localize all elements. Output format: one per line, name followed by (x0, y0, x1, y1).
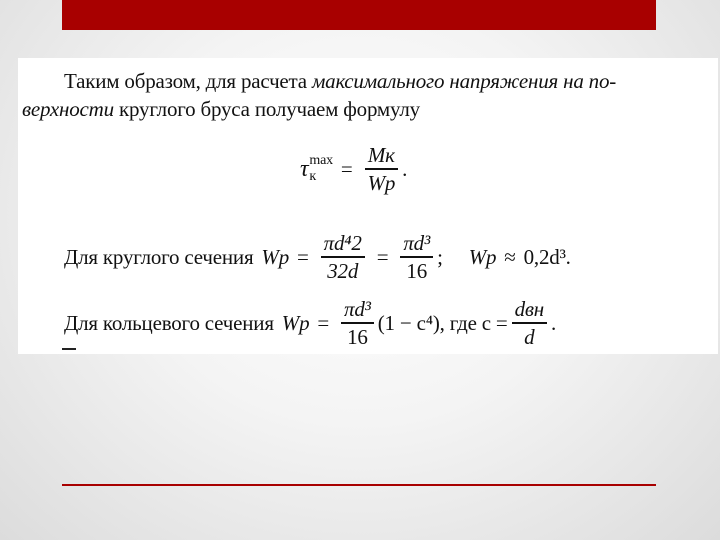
period: . (551, 311, 557, 335)
fraction-numerator: Mк (365, 142, 398, 170)
max-stress-formula (300, 142, 407, 196)
round-section-formula (64, 230, 571, 284)
period: . (402, 157, 408, 181)
fraction-denominator: 32d (327, 259, 359, 283)
approx-value: 0,2d³. (523, 245, 571, 269)
intro-italic-text-2: верхности (22, 97, 114, 121)
tau-sub: к (309, 169, 316, 184)
intro-text: Таким образом, для расчета (64, 69, 312, 93)
ring-section-formula (64, 296, 556, 350)
c-ratio-fraction (512, 296, 547, 350)
round-fraction-1 (321, 230, 365, 284)
intro-italic-text: максимального напряжения на по- (311, 69, 617, 93)
textbook-scan (18, 58, 718, 354)
tau-symbol: τ (300, 156, 309, 182)
fraction-numerator: πd³ (400, 230, 433, 258)
fraction-numerator: πd³ (341, 296, 374, 324)
intro-line-2 (22, 96, 420, 122)
fraction-numerator: πd⁴2 (321, 230, 365, 258)
stress-fraction (365, 142, 399, 196)
ring-section-label: Для кольцевого сечения (64, 311, 274, 335)
round-section-label: Для круглого сечения (64, 245, 254, 269)
ring-factor-text: (1 − c⁴), где c = (377, 311, 508, 335)
ring-fraction (341, 296, 374, 350)
intro-line-1 (64, 68, 616, 94)
intro-text-2: круглого бруса получаем формулу (113, 97, 420, 121)
equals-sign: = (317, 311, 330, 335)
fraction-denominator: 16 (406, 259, 427, 283)
fraction-denominator: Wp (367, 171, 396, 195)
fraction-numerator: dвн (512, 296, 547, 324)
top-accent-bar (62, 0, 656, 30)
w-symbol: Wp (261, 245, 289, 269)
fraction-denominator: 16 (347, 325, 368, 349)
bottom-accent-line (62, 484, 656, 486)
equals-sign: = (376, 245, 389, 269)
approx-sign: ≈ (504, 245, 516, 269)
semicolon: ; (437, 245, 443, 269)
equals-sign: = (297, 245, 309, 269)
round-fraction-2 (400, 230, 433, 284)
w-symbol: Wp (281, 311, 310, 335)
fraction-denominator: d (524, 325, 535, 349)
w-symbol: Wp (468, 245, 497, 269)
tau-sup: max (309, 153, 333, 168)
equals-sign: = (340, 157, 353, 181)
cut-off-glyph (62, 348, 76, 354)
